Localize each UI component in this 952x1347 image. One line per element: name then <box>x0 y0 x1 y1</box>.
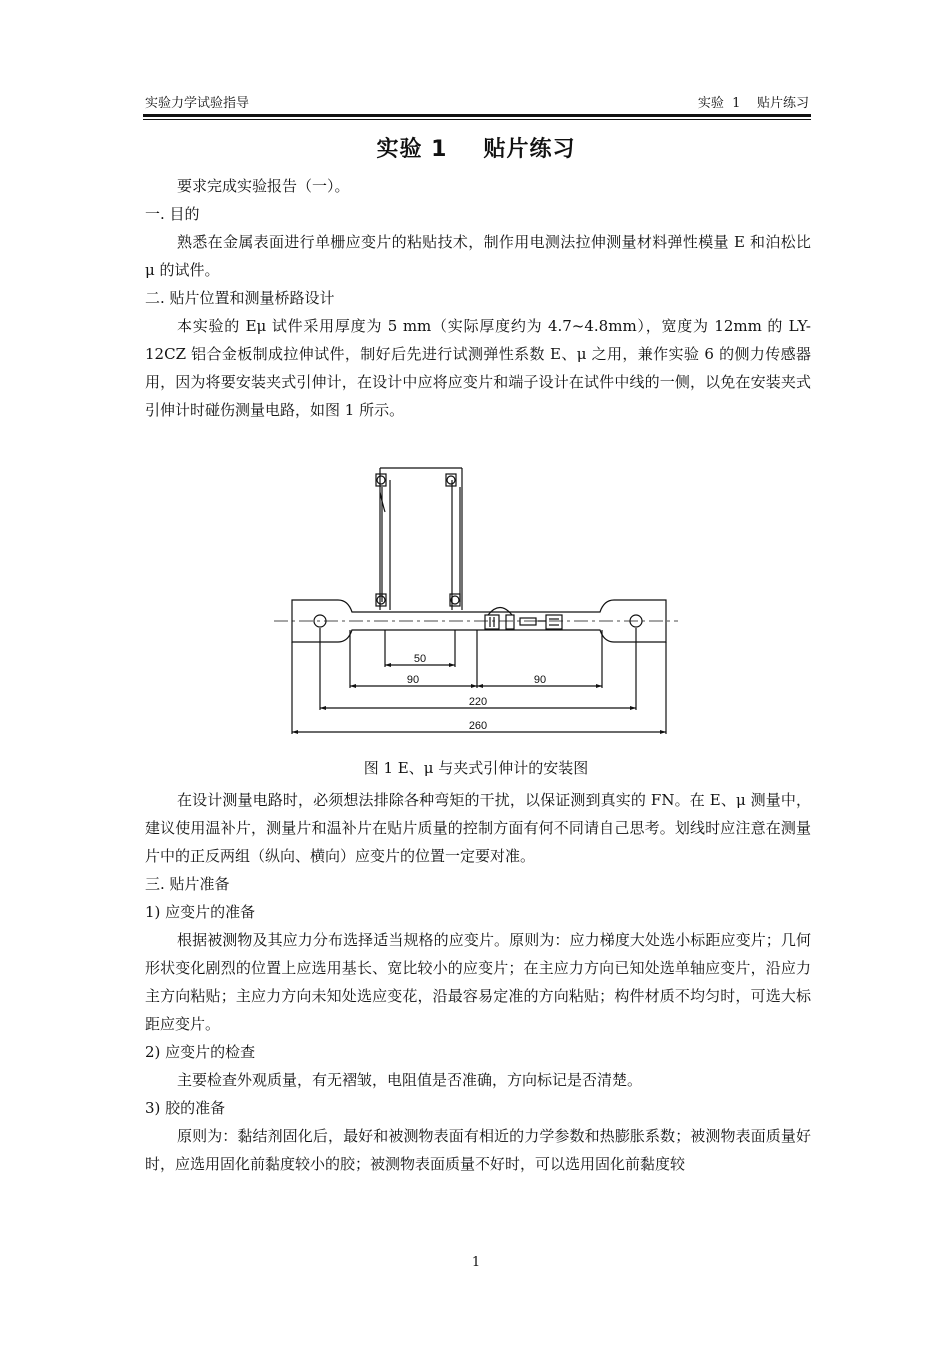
dimension-label-90-left: 90 <box>406 674 420 686</box>
header-book-title: 实验力学试验指导 <box>145 96 250 111</box>
subheading-gauge-preparation: 1) 应变片的准备 <box>145 903 256 921</box>
figure-extensometer-installation <box>270 462 682 762</box>
strain-gauge-longitudinal <box>485 615 499 629</box>
subheading-glue-preparation: 3) 胶的准备 <box>145 1099 226 1117</box>
body-top <box>145 172 811 424</box>
dimension-label-50: 50 <box>413 653 427 665</box>
paragraph-circuit-design: 在设计测量电路时，必须想法排除各种弯矩的干扰，以保证测到真实的 FN。在 E、μ 测量中，建议使用温补片，测量片和温补片在贴片质量的控制方面有何不同请自己思考。划线时应注意在测量片中的正反两组（纵向、横向）应变片的位置一定要对准。 <box>145 791 811 865</box>
body-bottom <box>145 786 811 1178</box>
paragraph-glue-preparation: 原则为：黏结剂固化后，最好和被测物表面有相近的力学参数和热膨胀系数；被测物表面质量好时，应选用固化前黏度较小的胶；被测物表面质量不好时，可以选用固化前黏度较 <box>145 1127 811 1173</box>
header-rule-thick <box>143 114 811 117</box>
heading-preparation: 三. 贴片准备 <box>145 875 230 893</box>
page-number: 1 <box>471 1255 481 1270</box>
paragraph-gauge-inspection: 主要检查外观质量，有无褶皱，电阻值是否准确，方向标记是否清楚。 <box>177 1071 643 1089</box>
paragraph-purpose: 熟悉在金属表面进行单栅应变片的粘贴技术，制作用电测法拉伸测量材料弹性模量 E 和泊松比 μ 的试件。 <box>145 233 811 279</box>
dimension-label-260: 260 <box>468 720 488 732</box>
paragraph-design: 本实验的 Eμ 试件采用厚度为 5 mm（实际厚度约为 4.7~4.8mm），宽度为 12mm 的 LY-12CZ 铝合金板制成拉伸试件，制好后先进行试测弹性系数 E、μ 之用，兼作实验 6 的侧力传感器用，因为将要安装夹式引伸计，在设计中应将应变片和端子设计在试件中线的一侧，以免在安装夹式引伸计时碰伤测量电路，如图 1 所示。 <box>145 317 811 419</box>
header-chapter-title: 实验 1 贴片练习 <box>697 96 809 111</box>
lead-wire <box>488 608 512 616</box>
heading-design: 二. 贴片位置和测量桥路设计 <box>145 289 335 307</box>
page-header <box>145 92 809 114</box>
paragraph-gauge-preparation: 根据被测物及其应力分布选择适当规格的应变片。原则为：应力梯度大处选小标距应变片；几何形状变化剧烈的位置上应选用基长、宽比较小的应变片；在主应力方向已知处选单轴应变片，沿应力主方向粘贴；主应力方向未知处选应变花，沿最容易定准的方向粘贴；构件材质不均匀时，可选大标距应变片。 <box>145 931 811 1033</box>
paragraph-requirement: 要求完成实验报告（一）。 <box>177 177 350 195</box>
figure-caption: 图 1 E、μ 与夹式引伸计的安装图 <box>363 759 589 777</box>
page-title <box>0 132 952 163</box>
title-text: 贴片练习 <box>483 137 576 162</box>
heading-purpose: 一. 目的 <box>145 205 200 223</box>
subheading-gauge-inspection: 2) 应变片的检查 <box>145 1043 256 1061</box>
dimension-label-220: 220 <box>468 696 488 708</box>
dimension-label-90-right: 90 <box>533 674 547 686</box>
header-rule-thin <box>143 119 811 120</box>
terminal-strip-2 <box>546 615 562 629</box>
terminal-strip-1 <box>520 618 536 625</box>
strain-gauge-transverse <box>506 615 514 629</box>
title-number: 实验 1 <box>376 137 448 162</box>
